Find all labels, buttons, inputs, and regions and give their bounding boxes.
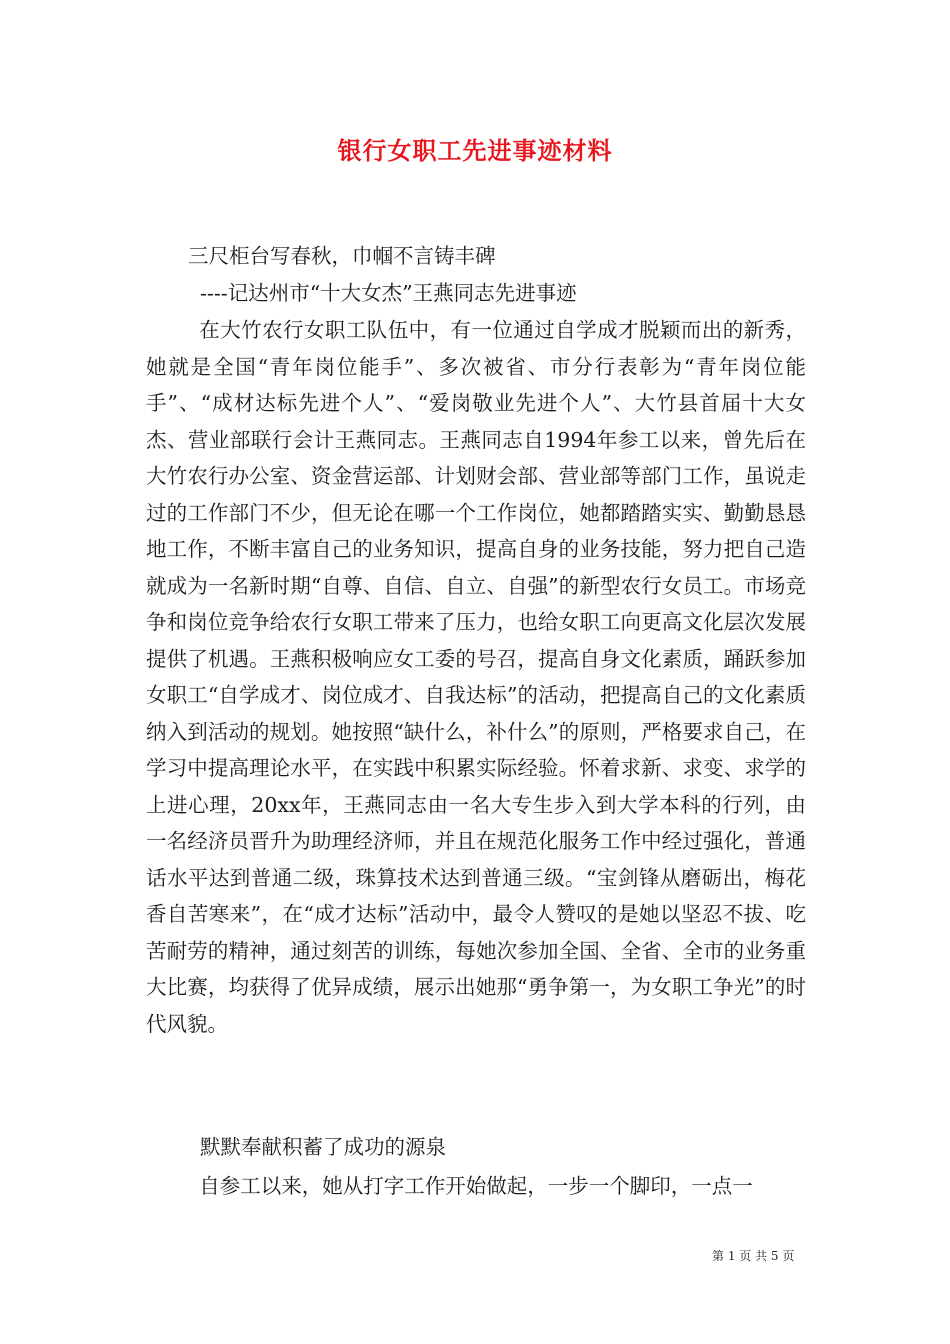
article-subtitle: 三尺柜台写春秋，巾帼不言铸丰碑	[188, 244, 496, 268]
body-paragraph-continued: 自参工以来，她从打字工作开始做起，一步一个脚印，一点一	[199, 1174, 753, 1198]
section-heading: 默默奉献积蓄了成功的源泉	[200, 1135, 446, 1159]
page-number-footer: 第 1 页 共 5 页	[712, 1249, 795, 1263]
document-title: 银行女职工先进事迹材料	[337, 136, 613, 165]
body-paragraph: 在大竹农行女职工队伍中，有一位通过自学成才脱颖而出的新秀，她就是全国“青年岗位能手”、多次被省、市分行表彰为“青年岗位能手”、“成材达标先进个人”、“爱岗敬业先进个人”、大竹县首届十大女杰、营业部联行会计王燕同志。王燕同志自1994年参工以来，曾先后在大竹农行办公室、资金营运部、计划财会部、营业部等部门工作，虽说走过的工作部门不少，但无论在哪一个工作岗位，她都踏踏实实、勤勤恳恳地工作，不断丰富自己的业务知识，提高自身的业务技能，努力把自己造就成为一名新时期“自尊、自信、自立、自强”的新型农行女员工。市场竞争和岗位竞争给农行女职工带来了压力，也给女职工向更高文化层次发展提供了机遇。王燕积极响应女工委的号召，提高自身文化素质，踊跃参加女职工“自学成才、岗位成才、自我达标”的活动，把提高自己的文化素质纳入到活动的规划。她按照“缺什么，补什么”的原则，严格要求自己，在学习中提高理论水平，在实践中积累实际经验。怀着求新、求变、求学的上进心理，20xx年，王燕同志由一名大专生步入到大学本科的行列，由一名经济员晋升为助理经济师，并且在规范化服务工作中经过强化，普通话水平达到普通二级，珠算技术达到普通三级。“宝剑锋从磨砺出，梅花香自苦寒来”，在“成才达标”活动中，最令人赞叹的是她以坚忍不拔、吃苦耐劳的精神，通过刻苦的训练，每她次参加全国、全省、全市的业务重大比赛，均获得了优异成绩，展示出她那“勇争第一，为女职工争光”的时代风貌。	[146, 318, 806, 1036]
article-byline: ----记达州市“十大女杰”王燕同志先进事迹	[200, 281, 577, 305]
